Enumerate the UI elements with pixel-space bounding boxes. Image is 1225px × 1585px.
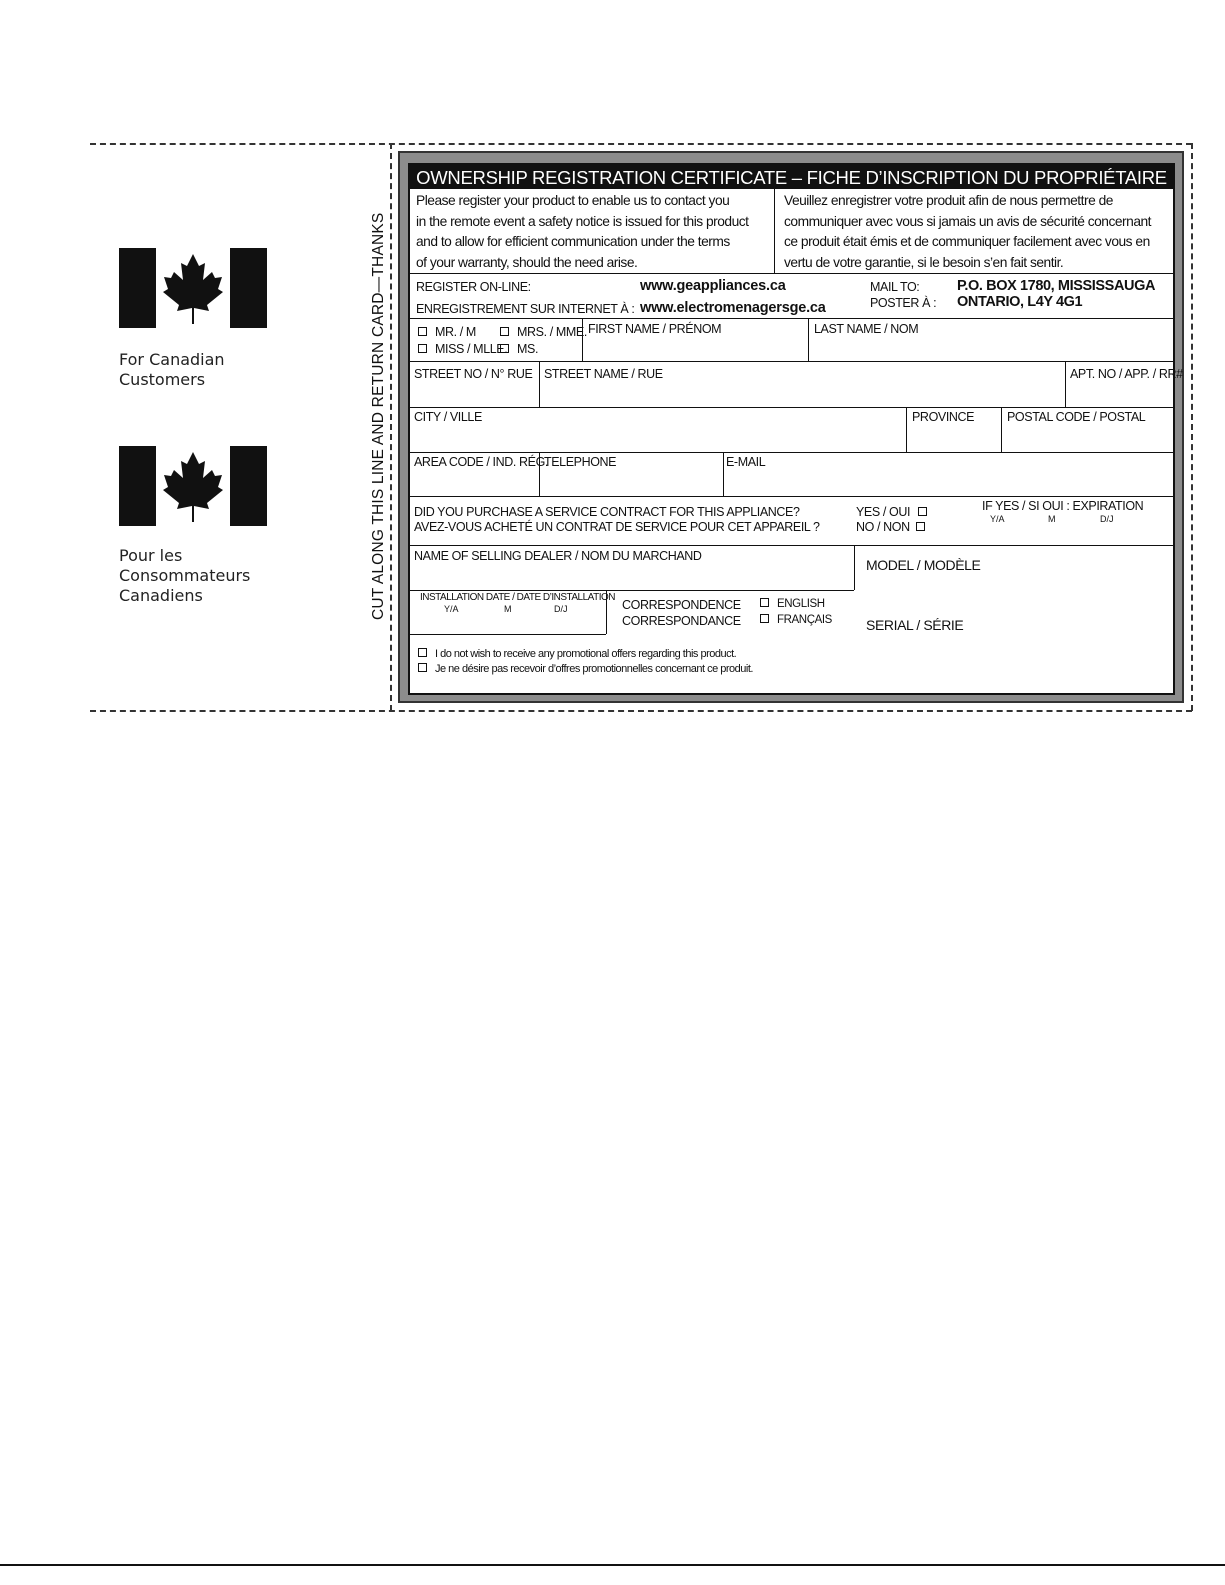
canadian-flag-icon bbox=[119, 446, 267, 526]
dealer-name-field[interactable]: NAME OF SELLING DEALER / NOM DU MARCHAND bbox=[414, 549, 702, 563]
service-contract-question-en: DID YOU PURCHASE A SERVICE CONTRACT FOR THIS APPLIANCE? bbox=[414, 505, 800, 519]
install-day: D/J bbox=[554, 604, 568, 614]
street-no-field[interactable]: STREET NO / N° RUE bbox=[414, 367, 533, 381]
register-french-label: ENREGISTREMENT SUR INTERNET À : bbox=[416, 302, 635, 316]
checkbox[interactable] bbox=[500, 327, 509, 336]
email-field[interactable]: E-MAIL bbox=[726, 455, 766, 469]
service-contract-question-fr: AVEZ-VOUS ACHETÉ UN CONTRAT DE SERVICE POUR CET APPAREIL ? bbox=[414, 520, 820, 534]
last-name-field[interactable]: LAST NAME / NOM bbox=[814, 322, 919, 336]
cut-line-right bbox=[1191, 143, 1193, 711]
intro-english: Please register your product to enable us to contact you in the remote event a safety notice is issued for this product and to allow for efficient communication under the terms of your warranty, should the need arise. bbox=[416, 193, 749, 270]
poster-label: POSTER À : bbox=[870, 296, 937, 310]
service-contract-no-option[interactable]: NO / NON bbox=[856, 520, 933, 534]
checkbox[interactable] bbox=[418, 663, 427, 672]
title-miss-option[interactable]: MISS / MLLE. bbox=[418, 342, 507, 356]
postal-code-field[interactable]: POSTAL CODE / POSTAL bbox=[1007, 410, 1146, 424]
service-contract-yes-option[interactable]: YES / OUI bbox=[856, 505, 935, 519]
checkbox[interactable] bbox=[760, 598, 769, 607]
city-field[interactable]: CITY / VILLE bbox=[414, 410, 482, 424]
install-year: Y/A bbox=[444, 604, 459, 614]
checkbox[interactable] bbox=[418, 648, 427, 657]
cut-line-middle bbox=[390, 143, 392, 711]
mailing-address-line2: ONTARIO, L4Y 4G1 bbox=[957, 294, 1083, 310]
title-mrs-option[interactable]: MRS. / MME. bbox=[500, 325, 587, 339]
register-french-link[interactable]: www.electromenagersge.ca bbox=[640, 300, 826, 316]
serial-field[interactable]: SERIAL / SÉRIE bbox=[866, 617, 964, 633]
expiration-label: IF YES / SI OUI : EXPIRATION bbox=[982, 499, 1144, 513]
cut-line-bottom bbox=[90, 710, 1192, 712]
install-month: M bbox=[504, 604, 512, 614]
mail-to-label: MAIL TO: bbox=[870, 280, 920, 294]
checkbox[interactable] bbox=[916, 522, 925, 531]
expiration-year: Y/A bbox=[990, 514, 1005, 524]
checkbox[interactable] bbox=[918, 507, 927, 516]
checkbox[interactable] bbox=[760, 614, 769, 623]
area-code-field[interactable]: AREA CODE / IND. RÉG. bbox=[414, 455, 548, 469]
title-mr-option[interactable]: MR. / M bbox=[418, 325, 476, 339]
checkbox[interactable] bbox=[418, 344, 427, 353]
french-option[interactable]: FRANÇAIS bbox=[760, 614, 832, 626]
canadian-flag-icon bbox=[119, 248, 267, 328]
cut-line-top bbox=[90, 143, 1192, 145]
province-field[interactable]: PROVINCE bbox=[912, 410, 975, 424]
mailing-address-line1: P.O. BOX 1780, MISSISSAUGA bbox=[957, 278, 1156, 294]
page-bottom-rule bbox=[0, 1564, 1225, 1566]
correspondence-label-en: CORRESPONDENCE bbox=[622, 598, 741, 612]
checkbox[interactable] bbox=[418, 327, 427, 336]
for-canadian-customers-caption: For Canadian Customers bbox=[119, 350, 225, 389]
checkbox[interactable] bbox=[500, 344, 509, 353]
expiration-day: D/J bbox=[1100, 514, 1114, 524]
apt-no-field[interactable]: APT. NO / APP. / RR# bbox=[1070, 367, 1183, 381]
title-ms-option[interactable]: MS. bbox=[500, 342, 538, 356]
register-online-label: REGISTER ON-LINE: bbox=[416, 280, 531, 294]
installation-date-field[interactable]: INSTALLATION DATE / DATE D’INSTALLATION bbox=[420, 592, 615, 603]
intro-french: Veuillez enregistrer votre produit afin de nous permettre de communiquer avec vous si jamais un avis de sécurité concernant ce produit était émis et de communiquer facilement avec vous en vertu de votre garantie, si le besoin s’en fait sentir. bbox=[784, 193, 1152, 270]
registration-card bbox=[408, 163, 1183, 695]
telephone-field[interactable]: TELEPHONE bbox=[544, 455, 617, 469]
first-name-field[interactable]: FIRST NAME / PRÉNOM bbox=[588, 322, 722, 336]
english-option[interactable]: ENGLISH bbox=[760, 598, 825, 610]
expiration-month: M bbox=[1048, 514, 1056, 524]
register-online-link[interactable]: www.geappliances.ca bbox=[640, 278, 786, 294]
correspondence-label-fr: CORRESPONDANCE bbox=[622, 614, 741, 628]
model-field[interactable]: MODEL / MODÈLE bbox=[866, 557, 981, 573]
optout-english-option[interactable]: I do not wish to receive any promotional offers regarding this product. bbox=[418, 648, 736, 660]
card-title: OWNERSHIP REGISTRATION CERTIFICATE – FICHE D’INSCRIPTION DU PROPRIÉTAIRE bbox=[410, 165, 1173, 189]
cut-instruction: CUT ALONG THIS LINE AND RETURN CARD—THANKS bbox=[370, 212, 387, 620]
street-name-field[interactable]: STREET NAME / RUE bbox=[544, 367, 663, 381]
pour-les-consommateurs-caption: Pour les Consommateurs Canadiens bbox=[119, 546, 251, 605]
optout-french-option[interactable]: Je ne désire pas recevoir d’offres promotionnelles concernant ce produit. bbox=[418, 663, 753, 675]
